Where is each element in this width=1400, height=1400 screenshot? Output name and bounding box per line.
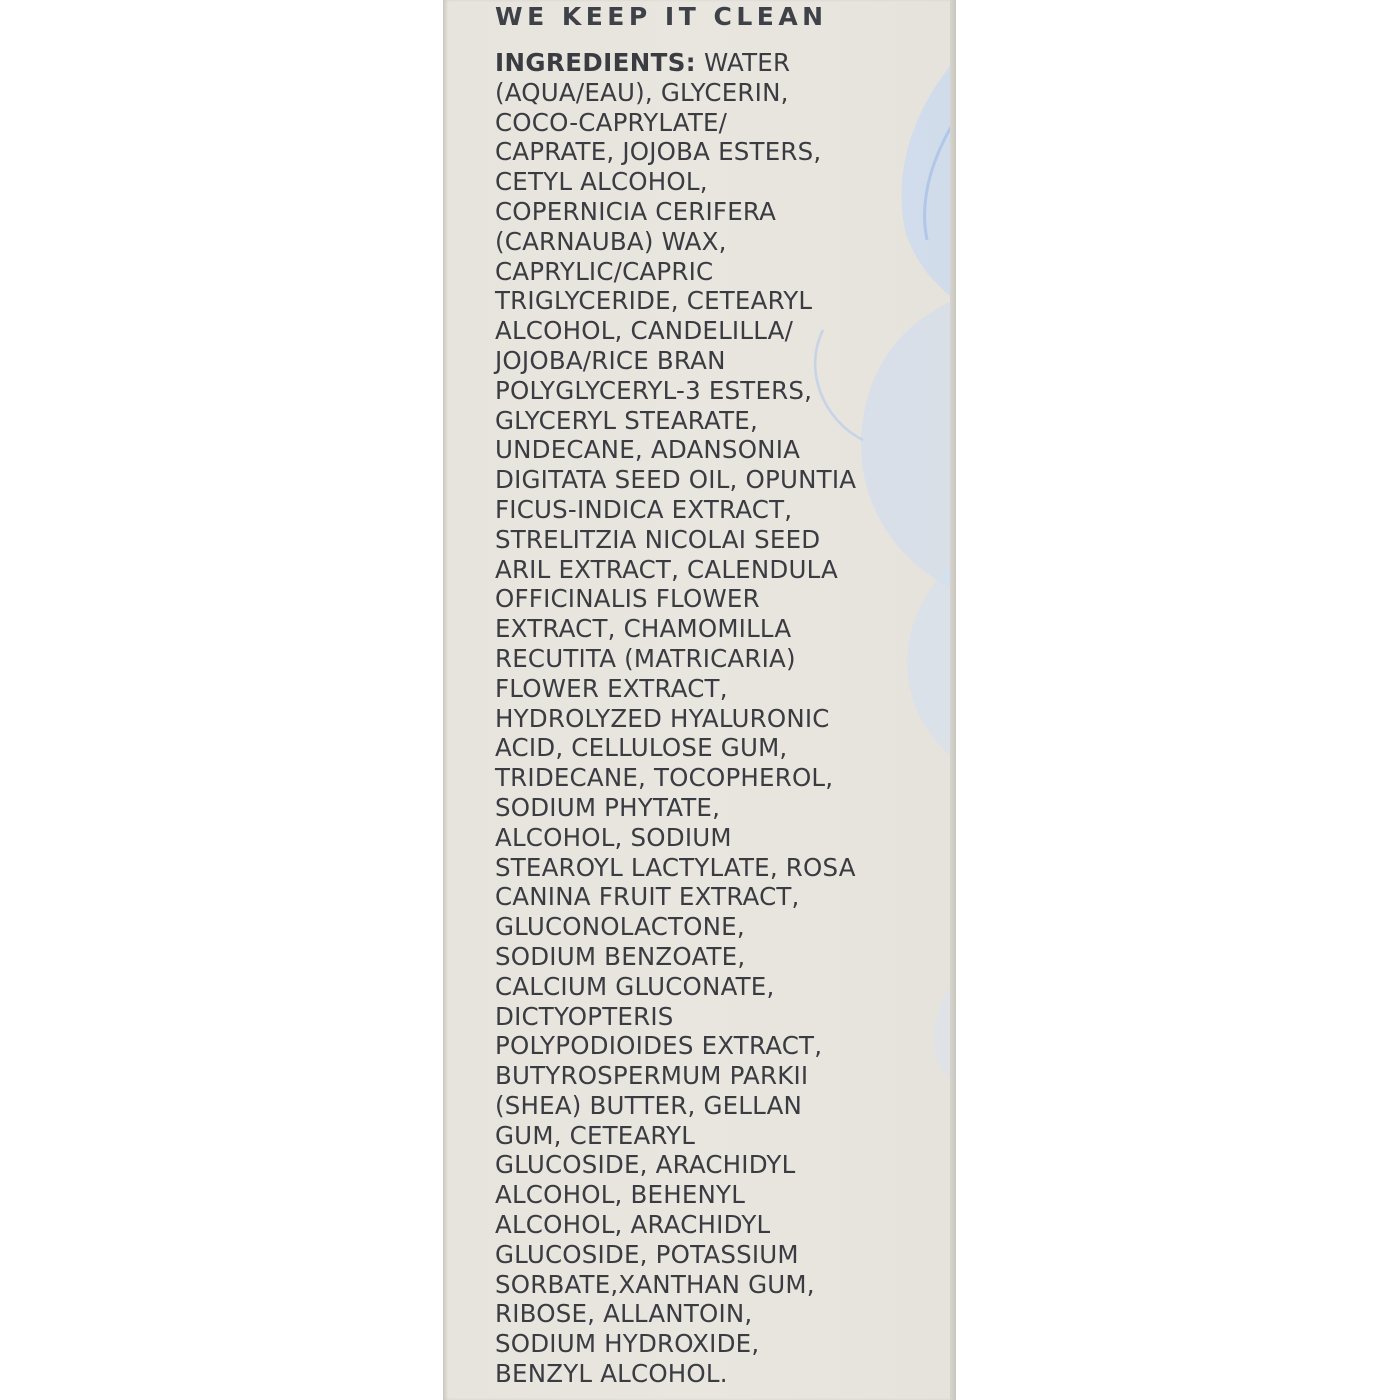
ingredient-line: ALCOHOL, SODIUM: [495, 822, 732, 852]
ingredient-line: CANINA FRUIT EXTRACT,: [495, 882, 800, 912]
ingredient-line: TRIGLYCERIDE, CETEARYL: [495, 286, 813, 316]
ingredient-line: STRELITZIA NICOLAI SEED: [495, 524, 821, 554]
ingredient-line: BENZYL ALCOHOL.: [495, 1359, 728, 1389]
ingredient-line: GLUCOSIDE, POTASSIUM: [495, 1239, 799, 1269]
ingredients-label: INGREDIENTS:: [495, 48, 696, 77]
ingredient-line: GLUCONOLACTONE,: [495, 912, 745, 942]
ingredient-line: GUM, CETEARYL: [495, 1120, 696, 1150]
ingredient-line: (AQUA/EAU), GLYCERIN,: [495, 77, 789, 107]
ingredient-line: COPERNICIA CERIFERA: [495, 196, 777, 226]
ingredient-line: UNDECANE, ADANSONIA: [495, 435, 801, 465]
ingredient-line: SODIUM BENZOATE,: [495, 941, 746, 971]
ingredient-line: ALCOHOL, BEHENYL: [495, 1180, 746, 1210]
ingredients-first-item: WATER: [695, 48, 791, 77]
ingredient-line: GLUCOSIDE, ARACHIDYL: [495, 1150, 796, 1180]
ingredient-line: (CARNAUBA) WAX,: [495, 226, 727, 256]
packaging-edge: [950, 0, 956, 1400]
ingredient-line: CAPRYLIC/CAPRIC: [495, 256, 714, 286]
ingredient-line: CALCIUM GLUCONATE,: [495, 971, 775, 1001]
ingredient-line: POLYGLYCERYL-3 ESTERS,: [495, 375, 813, 405]
ingredient-line: EXTRACT, CHAMOMILLA: [495, 614, 792, 644]
ingredient-line: ARIL EXTRACT, CALENDULA: [495, 554, 838, 584]
ingredient-line: POLYPODIOIDES EXTRACT,: [495, 1031, 823, 1061]
ingredient-line: TRIDECANE, TOCOPHEROL,: [495, 763, 834, 793]
ingredient-line: SODIUM PHYTATE,: [495, 792, 721, 822]
ingredient-line: SORBATE,XANTHAN GUM,: [495, 1269, 815, 1299]
ingredient-line: DIGITATA SEED OIL, OPUNTIA: [495, 465, 857, 495]
ingredient-line: STEAROYL LACTYLATE, ROSA: [495, 852, 856, 882]
ingredient-line: COCO-CAPRYLATE/: [495, 107, 728, 137]
ingredient-line: JOJOBA/RICE BRAN: [495, 345, 726, 375]
ingredient-line: BUTYROSPERMUM PARKII: [495, 1061, 809, 1091]
ingredient-line: OFFICINALIS FLOWER: [495, 584, 760, 614]
ingredient-line: (SHEA) BUTTER, GELLAN: [495, 1090, 803, 1120]
ingredient-line: CAPRATE, JOJOBA ESTERS,: [495, 137, 822, 167]
ingredient-line: ACID, CELLULOSE GUM,: [495, 733, 788, 763]
ingredient-line: RIBOSE, ALLANTOIN,: [495, 1299, 753, 1329]
packaging-panel: [443, 0, 955, 1400]
ingredient-line: RECUTITA (MATRICARIA): [495, 643, 796, 673]
heading: WE KEEP IT CLEAN: [495, 2, 828, 31]
ingredient-line: ALCOHOL, CANDELILLA/: [495, 316, 794, 346]
ingredient-line: GLYCERYL STEARATE,: [495, 405, 758, 435]
ingredient-line: SODIUM HYDROXIDE,: [495, 1329, 760, 1359]
ingredient-line: FICUS-INDICA EXTRACT,: [495, 494, 793, 524]
ingredient-line: ALCOHOL, ARACHIDYL: [495, 1210, 771, 1240]
ingredient-line: DICTYOPTERIS: [495, 1001, 674, 1031]
ingredient-line: CETYL ALCOHOL,: [495, 167, 708, 197]
ingredient-line: HYDROLYZED HYALURONIC: [495, 703, 830, 733]
ingredients-first-line: [495, 48, 915, 78]
ingredients-list: [495, 48, 915, 1389]
ingredient-line: FLOWER EXTRACT,: [495, 673, 728, 703]
